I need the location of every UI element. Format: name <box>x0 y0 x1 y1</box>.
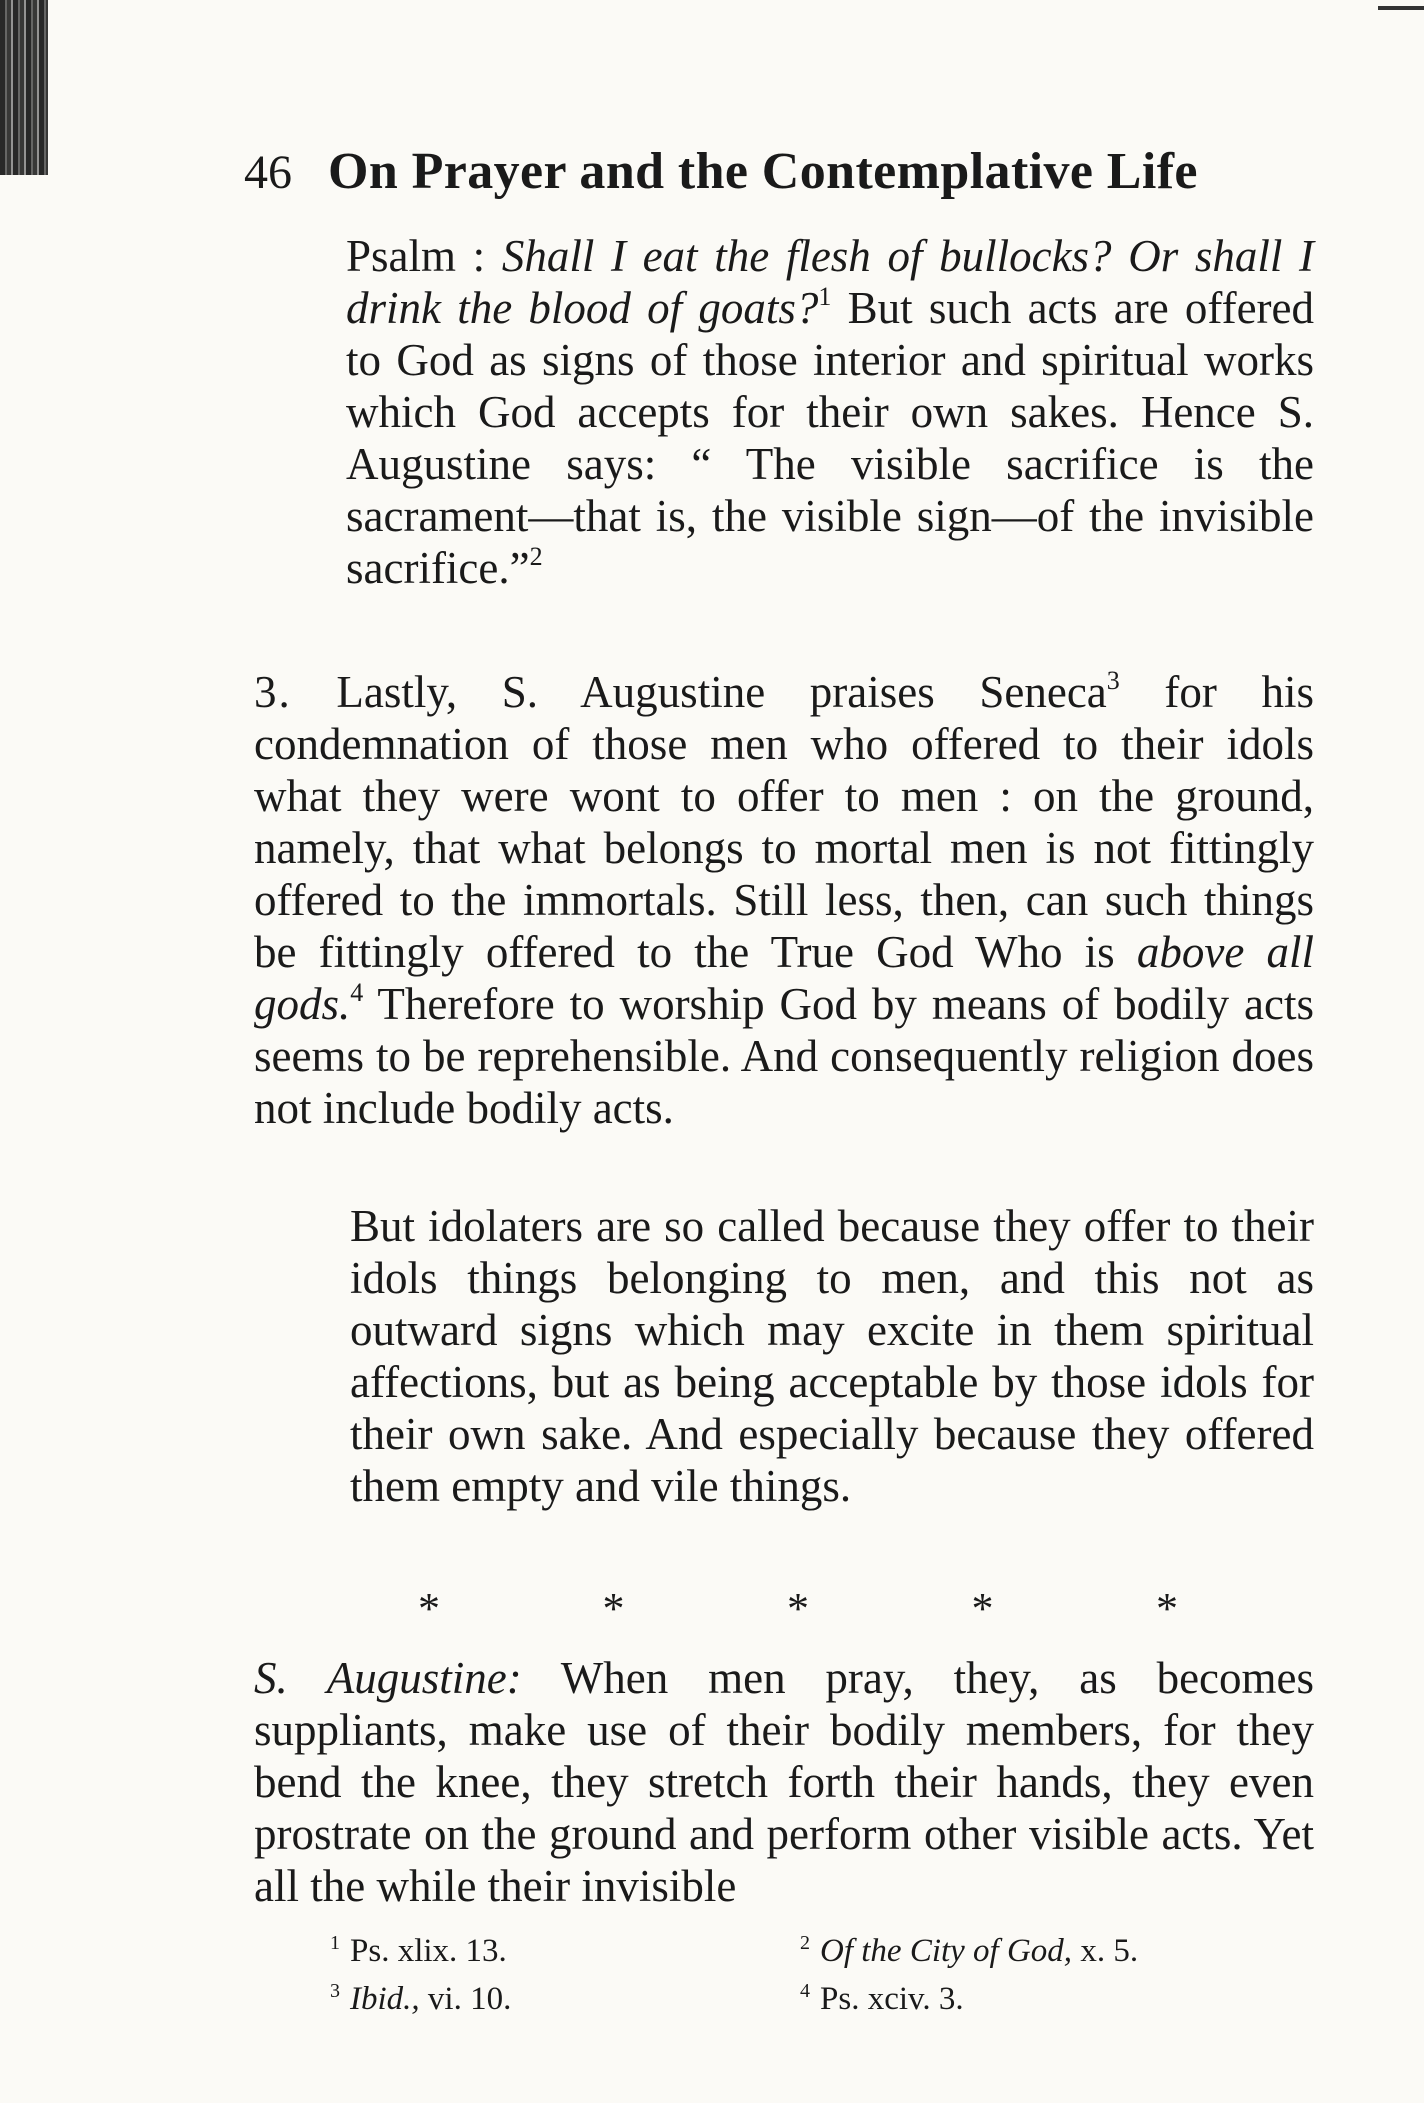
footnote-ref-2: 2 <box>529 542 543 571</box>
quote-block-psalm <box>346 230 1314 594</box>
page-header <box>244 140 1324 205</box>
footnote-text: x. 5. <box>1072 1933 1139 1969</box>
augustine-paragraph <box>254 1652 1314 1912</box>
quote-psalm-paragraph <box>346 230 1314 594</box>
speaker-label: S. Augustine: <box>254 1653 522 1703</box>
augustine-text <box>254 1652 1314 1912</box>
psalm-citation-italic: Shall I eat the flesh of bullocks? Or shall I drink the blood of goats? <box>346 231 1314 333</box>
footnote-number: 1 <box>330 1932 340 1954</box>
separator-star: * <box>1156 1584 1178 1633</box>
footnotes <box>330 1930 1290 2020</box>
footnote-text: Ps. xlix. 13. <box>350 1933 507 1969</box>
paragraph-3-tail: Therefore to worship God by means of bodily acts seems to be reprehensible. And consequently religion does not include bodily acts. <box>254 979 1314 1133</box>
quote-psalm-body: But such acts are offered to God as signs of those interior and spiritual works which God accepts for their own sakes. Hence S. Augustine says: “ The visible sacrifice is the sacrament—that is, the visible sign—of the invisible sacrifice.” <box>346 283 1315 593</box>
scan-corner-mark <box>1378 6 1424 10</box>
footnote-number: 4 <box>800 1980 810 2002</box>
footnote-ref-3: 3 <box>1106 666 1120 695</box>
paragraph-number: 3. <box>254 667 292 717</box>
footnote-number: 2 <box>800 1932 810 1954</box>
footnote-4 <box>800 1978 1290 2020</box>
footnote-text: Ps. xciv. 3. <box>820 1981 964 2017</box>
footnote-3 <box>330 1978 800 2020</box>
quote-psalm-lead: Psalm : <box>346 231 502 281</box>
footnote-ref-4: 4 <box>350 978 364 1007</box>
separator-star: * <box>602 1584 625 1633</box>
running-title: On Prayer and the Contemplative Life <box>328 143 1198 200</box>
paragraph-3 <box>254 666 1314 1134</box>
footnote-2 <box>800 1930 1290 1972</box>
paragraph-3-body: for his condemnation of those men who offered to their idols what they were wont to offer to men : on the ground, namely, that what belongs to mortal men is not fittingly offered to the immortals. Still less, then, can such things be fittingly offered to the True God Who is <box>254 667 1314 977</box>
footnote-italic: Of the City of God, <box>820 1933 1073 1969</box>
separator-star: * <box>787 1584 809 1633</box>
footnote-text: vi. 10. <box>419 1981 512 2017</box>
paragraph-3-lead: Lastly, S. Augustine praises Seneca <box>291 667 1107 717</box>
footnote-ref-1: 1 <box>818 282 832 311</box>
footnote-italic: Ibid., <box>350 1981 420 2017</box>
augustine-body: When men pray, they, as becomes suppliants, make use of their bodily members, for they bend the knee, they stretch forth their hands, they even prostrate on the ground and perform other visible acts. Yet all the while their invisible <box>254 1653 1314 1911</box>
footnote-number: 3 <box>330 1980 340 2002</box>
section-separator <box>418 1584 1178 1634</box>
separator-star: * <box>418 1584 440 1633</box>
page-number: 46 <box>244 146 292 199</box>
footnote-1 <box>330 1930 800 1972</box>
reply-paragraph: But idolaters are so called because they offer to their idols things belonging to men, and this not as outward signs which may excite in them spiritual affections, but as being acceptable by those idols for their own sake. And especially because they offered them empty and vile things. <box>350 1201 1314 1511</box>
book-binding-edge <box>0 0 48 175</box>
reply-block <box>350 1200 1314 1512</box>
separator-star: * <box>971 1584 994 1633</box>
objection-paragraph-3 <box>254 666 1314 1134</box>
above-all-gods-italic: above all gods. <box>254 927 1315 1029</box>
